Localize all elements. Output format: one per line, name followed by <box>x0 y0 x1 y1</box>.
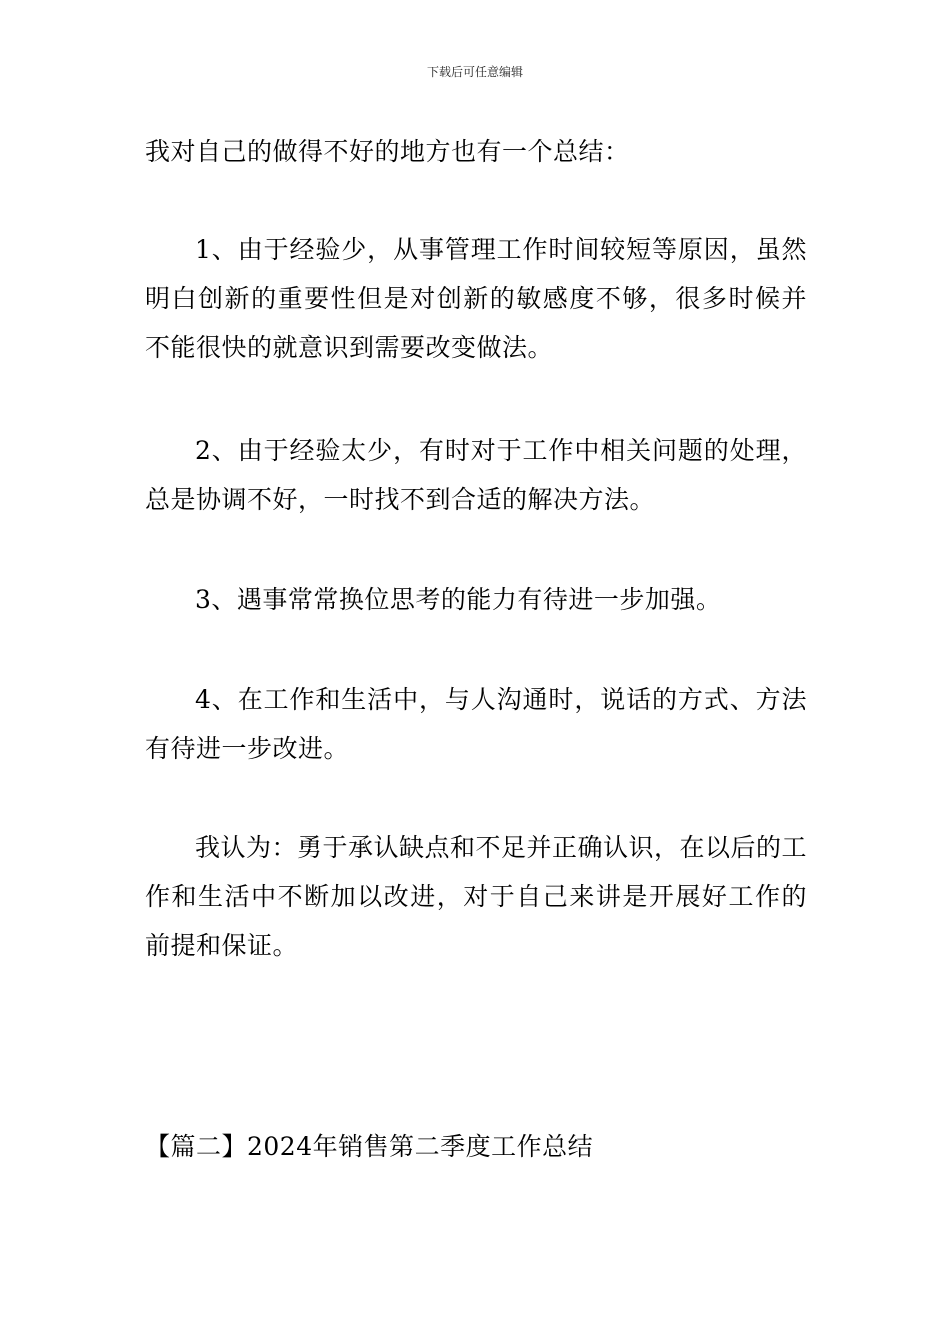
summary-item-3: 3、遇事常常换位思考的能力有待进一步加强。 <box>195 585 722 614</box>
intro-paragraph: 我对自己的做得不好的地方也有一个总结： <box>145 137 630 166</box>
page-header: 下载后可任意编辑 <box>426 65 523 79</box>
conclusion-paragraph: 我认为：勇于承认缺点和不足并正确认识，在以后的工作和生活中不断加以改进，对于自己来讲是开展好工作的前提和保证。 <box>145 833 808 960</box>
section-title: 【篇二】2024年销售第二季度工作总结 <box>145 1132 594 1161</box>
summary-item-1: 1、由于经验少，从事管理工作时间较短等原因，虽然明白创新的重要性但是对创新的敏感度不够，很多时候并不能很快的就意识到需要改变做法。 <box>145 235 807 362</box>
summary-item-4: 4、在工作和生活中，与人沟通时，说话的方式、方法有待进一步改进。 <box>145 685 807 763</box>
summary-item-2: 2、由于经验太少，有时对于工作中相关问题的处理，总是协调不好，一时找不到合适的解决方法。 <box>145 436 807 514</box>
